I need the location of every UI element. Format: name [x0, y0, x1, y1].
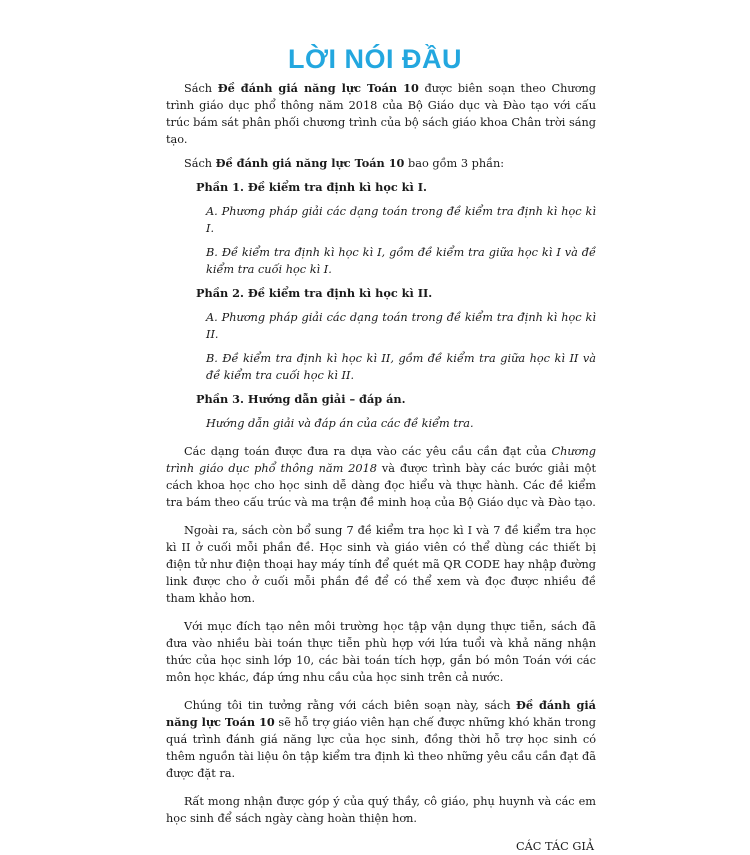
- part-1-item-a: A. Phương pháp giải các dạng toán trong đề kiểm tra định kì học kì I.: [206, 205, 596, 235]
- part-3-heading: Phần 3. Hướng dẫn giải – đáp án.: [196, 392, 406, 406]
- text-run: được biên soạn theo Chương trình giáo dục phổ thông năm 2018 của Bộ Giáo dục và Đào tạo với cấu trúc bám sát phân phối chương trình của bộ sách giáo khoa Chân trời sáng tạo.: [166, 82, 597, 146]
- program-title-italic: Chương trình giáo dục phổ thông năm 2018: [166, 445, 596, 475]
- part-3-item: Hướng dẫn giải và đáp án của các đề kiểm tra.: [206, 417, 474, 430]
- page-title: LỜI NÓI ĐẦU: [287, 44, 463, 74]
- authors-signature: CÁC TÁC GIẢ: [516, 840, 594, 853]
- text-run: Sách: [184, 157, 216, 170]
- paragraph-7: Rất mong nhận được góp ý của quý thầy, cô giáo, phụ huynh và các em học sinh để sách ngày càng hoàn thiện hơn.: [166, 795, 596, 825]
- book-title-bold: Đề đánh giá năng lực Toán 10: [166, 698, 596, 729]
- book-title-bold: Đề đánh giá năng lực Toán 10: [217, 81, 419, 95]
- preface-body: [166, 80, 596, 855]
- paragraph-5: Với mục đích tạo nên môi trường học tập vận dụng thực tiễn, sách đã đưa vào nhiều bài toán thực tiễn phù hợp với lứa tuổi và khả năng nhận thức của học sinh lớp 10, các bài toán tích hợp, gắn bó môn Toán với các môn học khác, đáp ứng nhu cầu của học sinh trên cả nước.: [166, 620, 596, 684]
- book-title-bold: Đề đánh giá năng lực Toán 10: [215, 156, 405, 170]
- paragraph-6: [166, 697, 596, 782]
- text-run: và được trình bày các bước giải một cách khoa học cho học sinh dễ dàng đọc hiểu và thực hành. Các đề kiểm tra bám theo cấu trúc và ma trận đề minh hoạ của Bộ Giáo dục và Đào tạo.: [166, 462, 596, 509]
- paragraph-3: [166, 443, 596, 511]
- part-1-item-b: B. Đề kiểm tra định kì học kì I, gồm đề kiểm tra giữa học kì I và đề kiểm tra cuối học kì I.: [206, 246, 596, 276]
- intro-paragraph-1: [166, 80, 596, 148]
- part-2-item-b: B. Đề kiểm tra định kì học kì II, gồm đề kiểm tra giữa học kì II và đề kiểm tra cuối học kì II.: [206, 352, 596, 382]
- text-run: sẽ hỗ trợ giáo viên hạn chế được những khó khăn trong quá trình đánh giá năng lực của học sinh, đồng thời hỗ trợ học sinh có thêm nguồn tài liệu ôn tập kiểm tra định kì theo những yêu cầu cần đạt đã được đặt ra.: [166, 716, 596, 780]
- text-run: Chúng tôi tin tưởng rằng với cách biên soạn này, sách: [184, 699, 517, 712]
- text-run: bao gồm 3 phần:: [404, 157, 505, 170]
- text-run: Sách: [184, 82, 218, 95]
- text-run: Các dạng toán được đưa ra dựa vào các yêu cầu cần đạt của: [184, 445, 552, 458]
- part-1-heading: Phần 1. Đề kiểm tra định kì học kì I.: [196, 180, 427, 194]
- intro-paragraph-2: [166, 155, 596, 172]
- paragraph-4: Ngoài ra, sách còn bổ sung 7 đề kiểm tra học kì I và 7 đề kiểm tra học kì II ở cuối mỗi phần đề. Học sinh và giáo viên có thể dùng các thiết bị điện tử như điện thoại hay máy tính để quét mã QR CODE hay nhập đường link được cho ở cuối mỗi phần đề để có thể xem và đọc được nhiều đề tham khảo hơn.: [166, 524, 596, 605]
- part-2-item-a: A. Phương pháp giải các dạng toán trong đề kiểm tra định kì học kì II.: [206, 311, 596, 341]
- part-2-heading: Phần 2. Đề kiểm tra định kì học kì II.: [196, 286, 433, 300]
